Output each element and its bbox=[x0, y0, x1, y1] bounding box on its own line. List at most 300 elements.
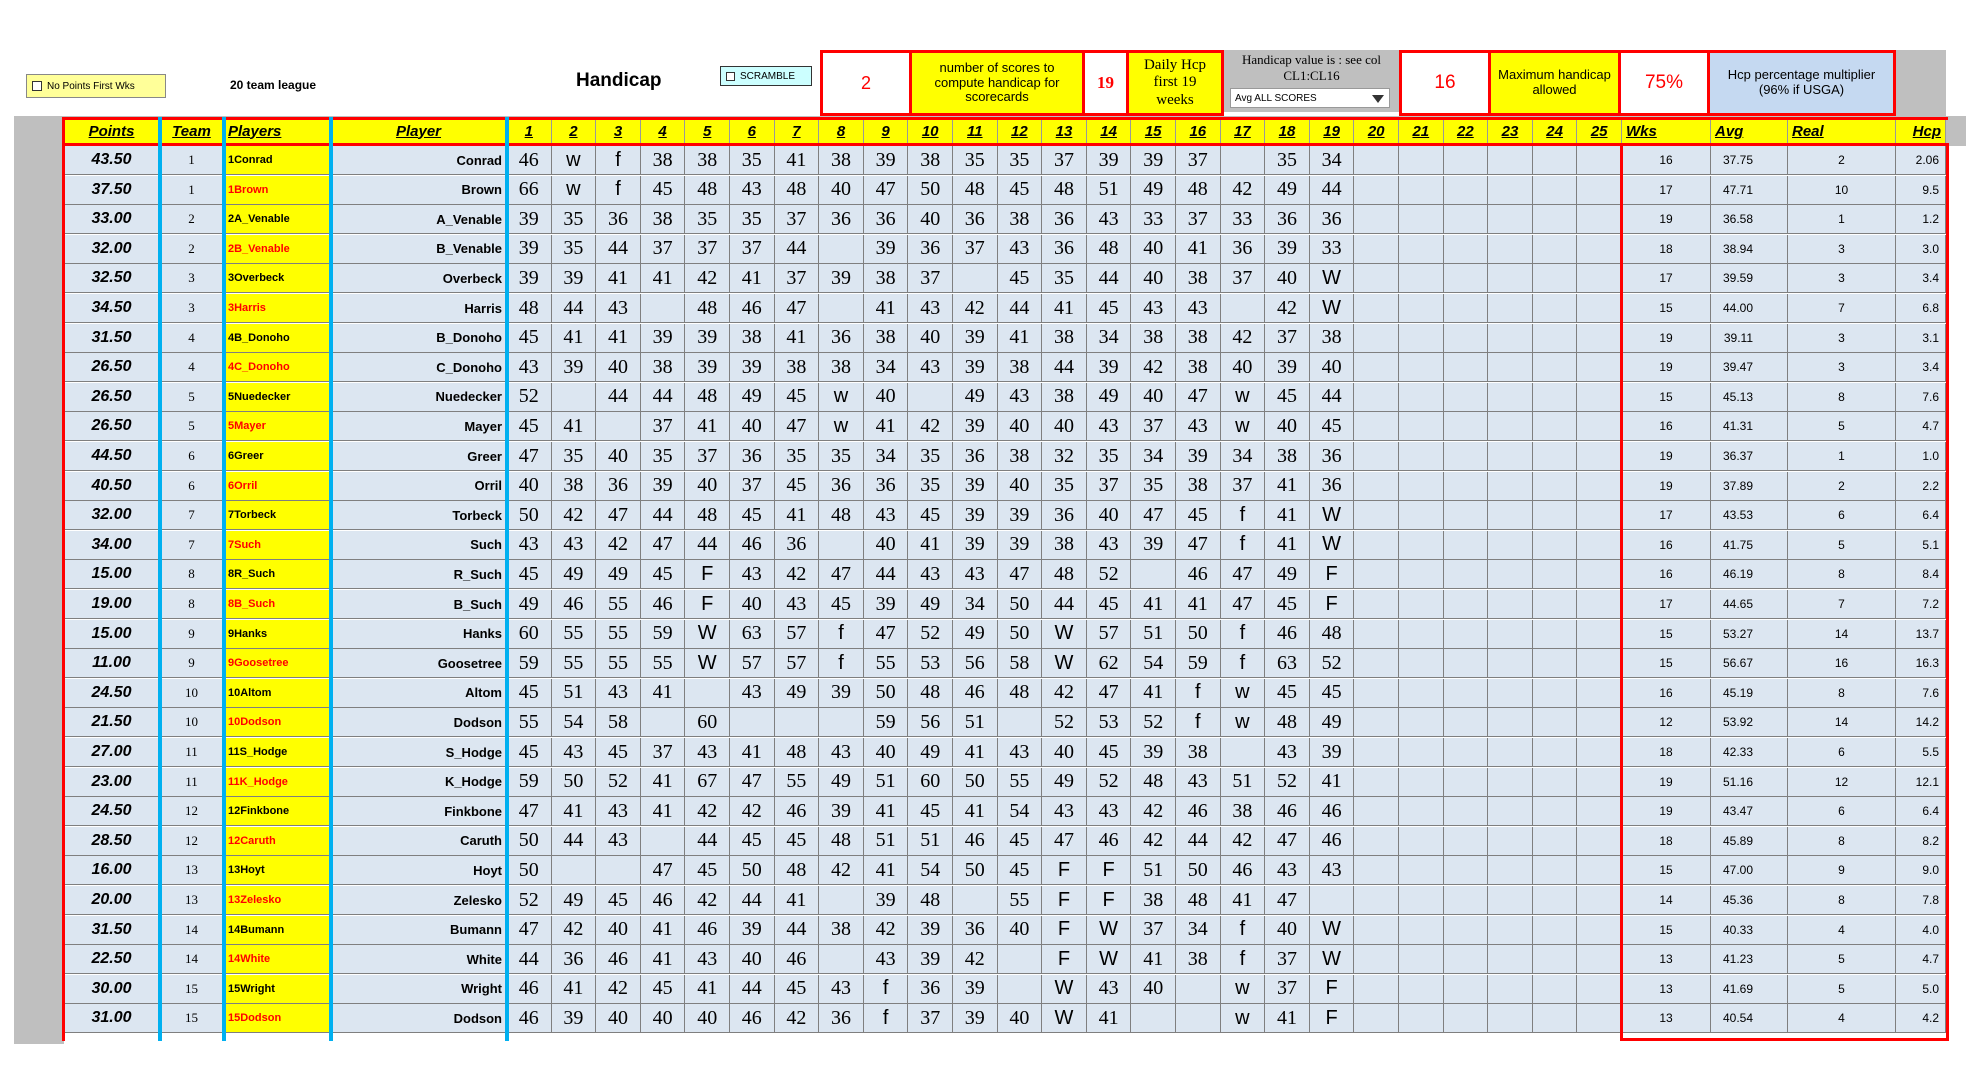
wks-cell[interactable]: 16 bbox=[1622, 146, 1711, 175]
score-cell[interactable]: 49 bbox=[908, 590, 953, 619]
player-code-cell[interactable]: 13Zelesko bbox=[224, 886, 331, 915]
points-cell[interactable]: 32.50 bbox=[64, 264, 160, 293]
score-cell[interactable]: 37 bbox=[775, 205, 820, 234]
score-cell[interactable]: 51 bbox=[1131, 620, 1176, 649]
score-cell[interactable]: 45 bbox=[596, 738, 641, 767]
score-cell[interactable] bbox=[1444, 294, 1489, 323]
score-cell[interactable] bbox=[1399, 916, 1444, 945]
score-cell[interactable] bbox=[1221, 146, 1266, 175]
score-cell[interactable]: 47 bbox=[864, 176, 909, 205]
score-cell[interactable]: 41 bbox=[641, 916, 686, 945]
score-cell[interactable]: 52 bbox=[1042, 708, 1087, 737]
score-cell[interactable]: 40 bbox=[685, 472, 730, 501]
score-cell[interactable]: 46 bbox=[1176, 797, 1221, 826]
score-cell[interactable]: 48 bbox=[908, 679, 953, 708]
score-cell[interactable]: 43 bbox=[998, 383, 1043, 412]
score-cell[interactable]: 50 bbox=[998, 620, 1043, 649]
score-cell[interactable]: 38 bbox=[685, 146, 730, 175]
score-cell[interactable]: 44 bbox=[1042, 590, 1087, 619]
score-cell[interactable] bbox=[1577, 324, 1622, 353]
score-cell[interactable]: 48 bbox=[908, 886, 953, 915]
score-cell[interactable] bbox=[1354, 620, 1399, 649]
player-name-cell[interactable]: B_Donoho bbox=[331, 324, 507, 353]
score-cell[interactable]: 43 bbox=[998, 235, 1043, 264]
score-cell[interactable]: 48 bbox=[775, 738, 820, 767]
score-cell[interactable] bbox=[1399, 324, 1444, 353]
score-cell[interactable] bbox=[1488, 797, 1533, 826]
hcp-cell[interactable]: 16.3 bbox=[1896, 649, 1946, 678]
points-cell[interactable]: 15.00 bbox=[64, 620, 160, 649]
header-week-20[interactable]: 20 bbox=[1354, 118, 1399, 144]
wks-cell[interactable]: 16 bbox=[1622, 679, 1711, 708]
team-cell[interactable]: 13 bbox=[160, 886, 224, 915]
score-cell[interactable]: w bbox=[819, 412, 864, 441]
scramble-checkbox[interactable] bbox=[720, 66, 812, 86]
score-cell[interactable]: 59 bbox=[864, 708, 909, 737]
score-cell[interactable]: 40 bbox=[596, 353, 641, 382]
avg-cell[interactable]: 37.75 bbox=[1711, 146, 1788, 175]
score-cell[interactable]: 47 bbox=[819, 560, 864, 589]
wks-cell[interactable]: 19 bbox=[1622, 442, 1711, 471]
wks-cell[interactable]: 16 bbox=[1622, 560, 1711, 589]
points-cell[interactable]: 32.00 bbox=[64, 501, 160, 530]
player-name-cell[interactable]: Brown bbox=[331, 176, 507, 205]
score-cell[interactable] bbox=[1488, 1004, 1533, 1033]
score-cell[interactable]: 50 bbox=[730, 856, 775, 885]
score-cell[interactable] bbox=[1577, 176, 1622, 205]
score-cell[interactable]: 43 bbox=[1265, 738, 1310, 767]
team-cell[interactable]: 9 bbox=[160, 649, 224, 678]
score-cell[interactable]: 43 bbox=[685, 738, 730, 767]
score-cell[interactable]: 43 bbox=[998, 738, 1043, 767]
team-cell[interactable]: 8 bbox=[160, 560, 224, 589]
score-cell[interactable]: 47 bbox=[641, 856, 686, 885]
score-cell[interactable] bbox=[1354, 442, 1399, 471]
points-cell[interactable]: 26.50 bbox=[64, 383, 160, 412]
score-cell[interactable]: 41 bbox=[1042, 294, 1087, 323]
score-cell[interactable]: 41 bbox=[1265, 531, 1310, 560]
player-code-cell[interactable]: 15Dodson bbox=[224, 1004, 331, 1033]
score-cell[interactable]: 40 bbox=[864, 383, 909, 412]
score-cell[interactable] bbox=[1354, 146, 1399, 175]
score-cell[interactable]: 44 bbox=[998, 294, 1043, 323]
score-cell[interactable] bbox=[1399, 797, 1444, 826]
hcp-cell[interactable]: 3.4 bbox=[1896, 353, 1946, 382]
team-cell[interactable]: 11 bbox=[160, 738, 224, 767]
score-cell[interactable]: 36 bbox=[596, 472, 641, 501]
score-cell[interactable]: 41 bbox=[1131, 945, 1176, 974]
score-cell[interactable]: F bbox=[1310, 975, 1355, 1004]
avg-cell[interactable]: 53.92 bbox=[1711, 708, 1788, 737]
score-cell[interactable]: 37 bbox=[1221, 472, 1266, 501]
score-cell[interactable]: 47 bbox=[730, 768, 775, 797]
score-cell[interactable] bbox=[1444, 649, 1489, 678]
avg-cell[interactable]: 45.19 bbox=[1711, 679, 1788, 708]
score-cell[interactable] bbox=[1577, 235, 1622, 264]
score-cell[interactable]: 45 bbox=[819, 590, 864, 619]
player-name-cell[interactable]: Orril bbox=[331, 472, 507, 501]
score-cell[interactable]: W bbox=[1042, 975, 1087, 1004]
score-cell[interactable]: 48 bbox=[1310, 620, 1355, 649]
score-cell[interactable] bbox=[998, 975, 1043, 1004]
score-cell[interactable]: 46 bbox=[730, 294, 775, 323]
score-cell[interactable] bbox=[1577, 1004, 1622, 1033]
score-cell[interactable] bbox=[1444, 560, 1489, 589]
score-cell[interactable]: 35 bbox=[1042, 472, 1087, 501]
points-cell[interactable]: 26.50 bbox=[64, 353, 160, 382]
player-name-cell[interactable]: Greer bbox=[331, 442, 507, 471]
score-cell[interactable]: 52 bbox=[1131, 708, 1176, 737]
score-cell[interactable]: 37 bbox=[685, 442, 730, 471]
score-cell[interactable]: 45 bbox=[1087, 294, 1132, 323]
score-cell[interactable] bbox=[1444, 412, 1489, 441]
real-cell[interactable]: 2 bbox=[1788, 472, 1896, 501]
score-cell[interactable]: 57 bbox=[775, 620, 820, 649]
score-cell[interactable]: 39 bbox=[998, 501, 1043, 530]
score-cell[interactable]: 43 bbox=[908, 560, 953, 589]
score-cell[interactable] bbox=[908, 383, 953, 412]
score-cell[interactable] bbox=[1221, 294, 1266, 323]
score-cell[interactable]: 55 bbox=[998, 768, 1043, 797]
real-cell[interactable]: 8 bbox=[1788, 886, 1896, 915]
score-cell[interactable] bbox=[1488, 916, 1533, 945]
score-cell[interactable]: 41 bbox=[596, 324, 641, 353]
score-cell[interactable]: 36 bbox=[1042, 235, 1087, 264]
score-cell[interactable] bbox=[1444, 324, 1489, 353]
score-cell[interactable]: 53 bbox=[1087, 708, 1132, 737]
score-cell[interactable] bbox=[1577, 560, 1622, 589]
score-cell[interactable]: 52 bbox=[507, 886, 552, 915]
player-name-cell[interactable]: Caruth bbox=[331, 827, 507, 856]
score-cell[interactable]: W bbox=[1087, 916, 1132, 945]
score-cell[interactable]: 36 bbox=[864, 472, 909, 501]
score-cell[interactable]: 48 bbox=[1042, 176, 1087, 205]
score-cell[interactable]: 45 bbox=[1310, 679, 1355, 708]
hcp-cell[interactable]: 2.06 bbox=[1896, 146, 1946, 175]
score-cell[interactable] bbox=[1488, 205, 1533, 234]
header-week-9[interactable]: 9 bbox=[864, 118, 909, 144]
score-cell[interactable]: 46 bbox=[1310, 827, 1355, 856]
score-cell[interactable]: 40 bbox=[1087, 501, 1132, 530]
score-cell[interactable] bbox=[1399, 442, 1444, 471]
score-cell[interactable] bbox=[1354, 856, 1399, 885]
score-cell[interactable]: 36 bbox=[953, 442, 998, 471]
score-cell[interactable]: 33 bbox=[1221, 205, 1266, 234]
score-cell[interactable]: 43 bbox=[507, 353, 552, 382]
score-cell[interactable]: 38 bbox=[864, 324, 909, 353]
score-cell[interactable]: 39 bbox=[1087, 353, 1132, 382]
score-cell[interactable]: 36 bbox=[864, 205, 909, 234]
score-cell[interactable]: 45 bbox=[1087, 738, 1132, 767]
score-cell[interactable]: 51 bbox=[552, 679, 597, 708]
points-cell[interactable]: 15.00 bbox=[64, 560, 160, 589]
player-name-cell[interactable]: Mayer bbox=[331, 412, 507, 441]
score-cell[interactable]: 36 bbox=[1042, 205, 1087, 234]
header-real[interactable]: Real bbox=[1788, 118, 1896, 144]
score-cell[interactable] bbox=[1533, 975, 1578, 1004]
score-cell[interactable] bbox=[1488, 353, 1533, 382]
score-cell[interactable]: f bbox=[819, 620, 864, 649]
score-cell[interactable] bbox=[1533, 264, 1578, 293]
score-cell[interactable]: 34 bbox=[1221, 442, 1266, 471]
score-cell[interactable]: 40 bbox=[730, 945, 775, 974]
avg-cell[interactable]: 45.13 bbox=[1711, 383, 1788, 412]
wks-cell[interactable]: 13 bbox=[1622, 1004, 1711, 1033]
team-cell[interactable]: 4 bbox=[160, 324, 224, 353]
points-cell[interactable]: 28.50 bbox=[64, 827, 160, 856]
score-cell[interactable] bbox=[819, 945, 864, 974]
score-cell[interactable]: 43 bbox=[1131, 294, 1176, 323]
team-cell[interactable]: 4 bbox=[160, 353, 224, 382]
real-cell[interactable]: 3 bbox=[1788, 353, 1896, 382]
score-cell[interactable]: 45 bbox=[641, 560, 686, 589]
score-cell[interactable]: 43 bbox=[819, 738, 864, 767]
score-cell[interactable]: 41 bbox=[1131, 679, 1176, 708]
score-cell[interactable]: 55 bbox=[641, 649, 686, 678]
player-code-cell[interactable]: 8B_Such bbox=[224, 590, 331, 619]
score-cell[interactable]: 35 bbox=[1265, 146, 1310, 175]
score-cell[interactable] bbox=[1533, 679, 1578, 708]
score-cell[interactable]: 43 bbox=[730, 560, 775, 589]
score-cell[interactable] bbox=[1444, 1004, 1489, 1033]
avg-cell[interactable]: 39.11 bbox=[1711, 324, 1788, 353]
score-cell[interactable]: F bbox=[1310, 1004, 1355, 1033]
score-cell[interactable]: 47 bbox=[1265, 886, 1310, 915]
wks-cell[interactable]: 17 bbox=[1622, 264, 1711, 293]
score-cell[interactable] bbox=[1577, 531, 1622, 560]
score-cell[interactable]: 39 bbox=[864, 146, 909, 175]
team-cell[interactable]: 6 bbox=[160, 442, 224, 471]
score-cell[interactable] bbox=[1488, 146, 1533, 175]
hcp-cell[interactable]: 2.2 bbox=[1896, 472, 1946, 501]
score-cell[interactable] bbox=[1444, 827, 1489, 856]
score-cell[interactable] bbox=[1577, 886, 1622, 915]
real-cell[interactable]: 3 bbox=[1788, 235, 1896, 264]
score-cell[interactable]: 39 bbox=[641, 472, 686, 501]
score-cell[interactable]: 42 bbox=[596, 531, 641, 560]
score-cell[interactable] bbox=[1176, 1004, 1221, 1033]
score-cell[interactable]: 39 bbox=[819, 797, 864, 826]
score-cell[interactable] bbox=[1444, 797, 1489, 826]
score-cell[interactable]: 38 bbox=[998, 442, 1043, 471]
points-cell[interactable]: 24.50 bbox=[64, 797, 160, 826]
score-cell[interactable] bbox=[1533, 620, 1578, 649]
score-cell[interactable]: 43 bbox=[1176, 294, 1221, 323]
player-code-cell[interactable]: 7Torbeck bbox=[224, 501, 331, 530]
avg-cell[interactable]: 47.71 bbox=[1711, 176, 1788, 205]
score-cell[interactable]: f bbox=[596, 146, 641, 175]
score-cell[interactable]: 49 bbox=[507, 590, 552, 619]
score-cell[interactable] bbox=[685, 679, 730, 708]
score-cell[interactable] bbox=[1577, 442, 1622, 471]
score-cell[interactable]: 35 bbox=[552, 442, 597, 471]
score-cell[interactable] bbox=[1444, 235, 1489, 264]
score-cell[interactable]: 45 bbox=[641, 975, 686, 1004]
score-cell[interactable]: W bbox=[1310, 945, 1355, 974]
hcp-cell[interactable]: 4.7 bbox=[1896, 412, 1946, 441]
score-cell[interactable]: 50 bbox=[552, 768, 597, 797]
player-code-cell[interactable]: 1Brown bbox=[224, 176, 331, 205]
real-cell[interactable]: 12 bbox=[1788, 768, 1896, 797]
score-cell[interactable]: 39 bbox=[1131, 531, 1176, 560]
score-cell[interactable]: 50 bbox=[1176, 856, 1221, 885]
score-cell[interactable] bbox=[998, 945, 1043, 974]
score-cell[interactable]: 40 bbox=[998, 1004, 1043, 1033]
score-cell[interactable]: 43 bbox=[1087, 205, 1132, 234]
score-cell[interactable]: 33 bbox=[1310, 235, 1355, 264]
player-name-cell[interactable]: Such bbox=[331, 531, 507, 560]
score-cell[interactable]: 49 bbox=[552, 560, 597, 589]
score-cell[interactable] bbox=[1354, 235, 1399, 264]
score-cell[interactable]: 40 bbox=[641, 1004, 686, 1033]
score-cell[interactable] bbox=[1399, 412, 1444, 441]
avg-cell[interactable]: 39.59 bbox=[1711, 264, 1788, 293]
score-cell[interactable]: 54 bbox=[552, 708, 597, 737]
score-cell[interactable] bbox=[775, 708, 820, 737]
score-cell[interactable]: 42 bbox=[1131, 827, 1176, 856]
score-cell[interactable]: 43 bbox=[1042, 797, 1087, 826]
score-cell[interactable]: 42 bbox=[1221, 827, 1266, 856]
score-cell[interactable]: 44 bbox=[596, 383, 641, 412]
score-cell[interactable] bbox=[1444, 679, 1489, 708]
score-cell[interactable]: 43 bbox=[552, 738, 597, 767]
score-cell[interactable] bbox=[1444, 264, 1489, 293]
points-cell[interactable]: 19.00 bbox=[64, 590, 160, 619]
score-cell[interactable]: 35 bbox=[775, 442, 820, 471]
score-cell[interactable] bbox=[1488, 768, 1533, 797]
score-cell[interactable]: 37 bbox=[685, 235, 730, 264]
team-cell[interactable]: 2 bbox=[160, 205, 224, 234]
score-cell[interactable]: f bbox=[1221, 649, 1266, 678]
score-cell[interactable] bbox=[1354, 590, 1399, 619]
header-week-8[interactable]: 8 bbox=[819, 118, 864, 144]
score-cell[interactable]: 37 bbox=[1265, 324, 1310, 353]
header-week-19[interactable]: 19 bbox=[1310, 118, 1355, 144]
wks-cell[interactable]: 18 bbox=[1622, 235, 1711, 264]
score-cell[interactable] bbox=[1399, 679, 1444, 708]
score-cell[interactable]: 59 bbox=[1176, 649, 1221, 678]
score-cell[interactable] bbox=[641, 708, 686, 737]
score-cell[interactable]: 57 bbox=[1087, 620, 1132, 649]
score-cell[interactable] bbox=[1533, 768, 1578, 797]
points-cell[interactable]: 37.50 bbox=[64, 176, 160, 205]
score-cell[interactable]: 38 bbox=[1176, 353, 1221, 382]
real-cell[interactable]: 14 bbox=[1788, 708, 1896, 737]
score-cell[interactable]: 52 bbox=[596, 768, 641, 797]
score-cell[interactable]: 60 bbox=[685, 708, 730, 737]
score-cell[interactable]: 49 bbox=[1310, 708, 1355, 737]
score-cell[interactable]: 46 bbox=[730, 1004, 775, 1033]
score-cell[interactable]: 37 bbox=[908, 1004, 953, 1033]
score-cell[interactable]: 39 bbox=[552, 353, 597, 382]
score-cell[interactable] bbox=[1354, 472, 1399, 501]
score-cell[interactable] bbox=[1354, 264, 1399, 293]
score-cell[interactable]: 46 bbox=[507, 975, 552, 1004]
real-cell[interactable]: 8 bbox=[1788, 827, 1896, 856]
score-cell[interactable]: 41 bbox=[685, 975, 730, 1004]
score-cell[interactable]: 44 bbox=[596, 235, 641, 264]
score-cell[interactable]: 55 bbox=[775, 768, 820, 797]
header-team[interactable]: Team bbox=[160, 118, 224, 144]
wks-cell[interactable]: 15 bbox=[1622, 856, 1711, 885]
score-cell[interactable]: 38 bbox=[1042, 383, 1087, 412]
score-cell[interactable]: 42 bbox=[819, 856, 864, 885]
score-cell[interactable]: 41 bbox=[730, 738, 775, 767]
score-cell[interactable]: 43 bbox=[908, 353, 953, 382]
player-code-cell[interactable]: 4C_Donoho bbox=[224, 353, 331, 382]
wks-cell[interactable]: 18 bbox=[1622, 738, 1711, 767]
header-week-12[interactable]: 12 bbox=[998, 118, 1043, 144]
score-cell[interactable]: 32 bbox=[1042, 442, 1087, 471]
score-cell[interactable] bbox=[1444, 442, 1489, 471]
score-cell[interactable]: 47 bbox=[507, 916, 552, 945]
hcp-cell[interactable]: 1.2 bbox=[1896, 205, 1946, 234]
player-code-cell[interactable]: 9Goosetree bbox=[224, 649, 331, 678]
score-cell[interactable]: 35 bbox=[908, 472, 953, 501]
score-cell[interactable]: 46 bbox=[730, 531, 775, 560]
header-week-6[interactable]: 6 bbox=[730, 118, 775, 144]
header-week-21[interactable]: 21 bbox=[1399, 118, 1444, 144]
score-cell[interactable] bbox=[1354, 679, 1399, 708]
hcp-cell[interactable]: 5.5 bbox=[1896, 738, 1946, 767]
avg-cell[interactable]: 38.94 bbox=[1711, 235, 1788, 264]
score-cell[interactable]: 45 bbox=[1310, 412, 1355, 441]
score-cell[interactable] bbox=[1444, 916, 1489, 945]
score-cell[interactable]: 46 bbox=[641, 886, 686, 915]
score-cell[interactable]: 50 bbox=[908, 176, 953, 205]
score-cell[interactable]: 38 bbox=[775, 353, 820, 382]
score-cell[interactable]: 42 bbox=[552, 916, 597, 945]
team-cell[interactable]: 3 bbox=[160, 294, 224, 323]
score-cell[interactable]: 38 bbox=[819, 916, 864, 945]
player-code-cell[interactable]: 3Harris bbox=[224, 294, 331, 323]
score-cell[interactable]: 35 bbox=[730, 146, 775, 175]
score-cell[interactable]: 56 bbox=[953, 649, 998, 678]
score-cell[interactable]: 39 bbox=[552, 1004, 597, 1033]
score-cell[interactable]: 37 bbox=[1176, 146, 1221, 175]
score-cell[interactable]: 41 bbox=[1221, 886, 1266, 915]
score-cell[interactable]: 36 bbox=[775, 531, 820, 560]
wks-cell[interactable]: 19 bbox=[1622, 205, 1711, 234]
score-cell[interactable]: 42 bbox=[685, 797, 730, 826]
score-cell[interactable]: w bbox=[552, 176, 597, 205]
hcp-cell[interactable]: 6.4 bbox=[1896, 797, 1946, 826]
score-cell[interactable]: 49 bbox=[953, 383, 998, 412]
score-cell[interactable]: 57 bbox=[775, 649, 820, 678]
score-cell[interactable]: 43 bbox=[685, 945, 730, 974]
score-cell[interactable] bbox=[1488, 383, 1533, 412]
score-cell[interactable]: 36 bbox=[1265, 205, 1310, 234]
real-cell[interactable]: 8 bbox=[1788, 560, 1896, 589]
wks-cell[interactable]: 15 bbox=[1622, 620, 1711, 649]
score-cell[interactable]: 39 bbox=[864, 235, 909, 264]
score-cell[interactable]: 51 bbox=[908, 827, 953, 856]
score-cell[interactable]: 63 bbox=[730, 620, 775, 649]
score-cell[interactable]: 47 bbox=[507, 442, 552, 471]
score-cell[interactable]: 47 bbox=[998, 560, 1043, 589]
score-cell[interactable]: 35 bbox=[819, 442, 864, 471]
score-cell[interactable] bbox=[1354, 560, 1399, 589]
score-cell[interactable]: 43 bbox=[819, 975, 864, 1004]
score-cell[interactable] bbox=[552, 856, 597, 885]
points-cell[interactable]: 22.50 bbox=[64, 945, 160, 974]
player-code-cell[interactable]: 14Bumann bbox=[224, 916, 331, 945]
score-cell[interactable] bbox=[1577, 205, 1622, 234]
score-cell[interactable]: 49 bbox=[596, 560, 641, 589]
points-cell[interactable]: 20.00 bbox=[64, 886, 160, 915]
wks-cell[interactable]: 17 bbox=[1622, 590, 1711, 619]
score-cell[interactable]: 37 bbox=[775, 264, 820, 293]
